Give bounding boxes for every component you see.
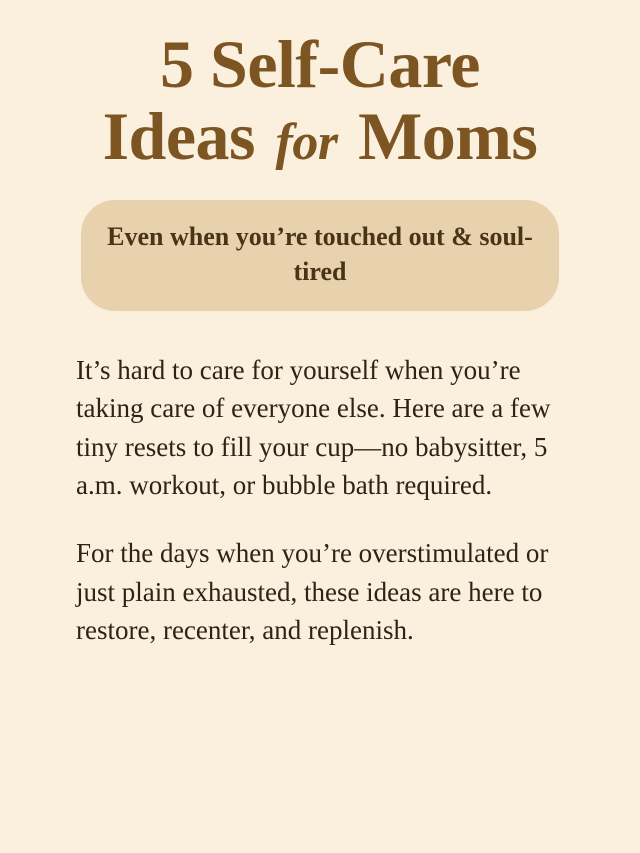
- title-line-2-part-1: Ideas: [102, 98, 272, 175]
- title-line-2-part-2: Moms: [341, 98, 538, 175]
- subtitle-pill: [81, 200, 559, 311]
- title-line-1: 5 Self-Care: [160, 26, 480, 102]
- page-title: [52, 0, 588, 174]
- title-line-2: [52, 98, 588, 174]
- body-copy: [52, 351, 588, 649]
- body-paragraph-1: It’s hard to care for yourself when you’re taking care of everyone else. Here are a few tiny resets to fill your cup—no babysitter, 5 a.m. workout, or bubble bath required.: [76, 354, 551, 500]
- subtitle-text: Even when you’re touched out & soul-tired: [107, 222, 533, 286]
- body-paragraph-2: For the days when you’re overstimulated or just plain exhausted, these ideas are here to restore, recenter, and replenish.: [76, 538, 549, 645]
- title-line-2-italic: for: [275, 114, 338, 172]
